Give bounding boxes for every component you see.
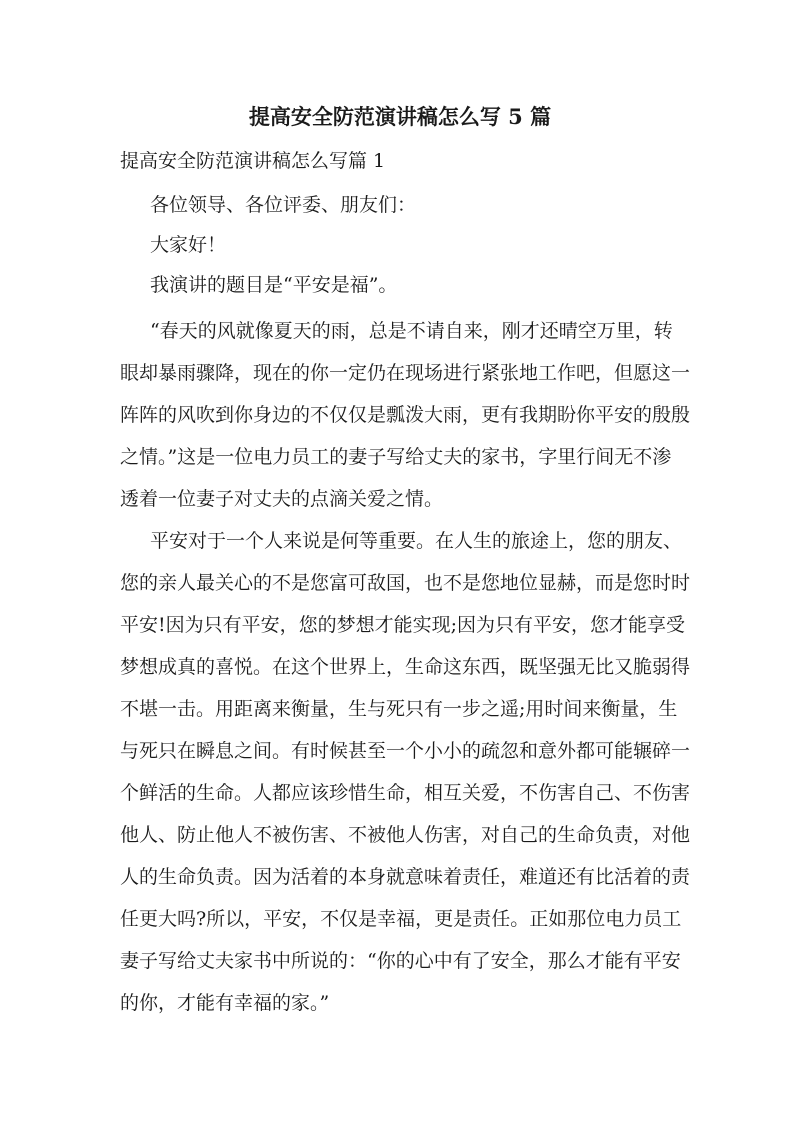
paragraph-safety-line: 梦想成真的喜悦。在这个世界上，生命这东西，既坚强无比又脆弱得: [120, 656, 691, 678]
paragraph-letter-line: 透着一位妻子对丈夫的点滴关爱之情。: [120, 488, 444, 510]
paragraph-safety-line: 个鲜活的生命。人都应该珍惜生命，相互关爱，不伤害自己、不伤害: [120, 782, 691, 804]
paragraph-safety-line: 平安!因为只有平安，您的梦想才能实现;因为只有平安，您才能享受: [120, 614, 686, 636]
paragraph-greeting: 大家好！: [150, 234, 227, 256]
paragraph-safety-line: 的你，才能有幸福的家。”: [120, 992, 330, 1014]
paragraph-topic: 我演讲的题目是“平安是福”。: [150, 274, 398, 296]
paragraph-letter-line: 眼却暴雨骤降，现在的你一定仍在现场进行紧张地工作吧，但愿这一: [120, 362, 691, 384]
paragraph-letter-line: 之情。”这是一位电力员工的妻子写给丈夫的家书，字里行间无不渗: [120, 446, 672, 468]
paragraph-letter-line: “春天的风就像夏天的雨，总是不请自来，刚才还晴空万里，转: [150, 320, 673, 342]
section-heading: 提高安全防范演讲稿怎么写篇 1: [120, 150, 386, 172]
document-title: 提高安全防范演讲稿怎么写 5 篇: [248, 104, 552, 129]
paragraph-safety-line: 平安对于一个人来说是何等重要。在人生的旅途上，您的朋友、: [150, 530, 683, 552]
paragraph-safety-line: 您的亲人最关心的不是您富可敌国，也不是您地位显赫，而是您时时: [120, 572, 691, 594]
paragraph-safety-line: 不堪一击。用距离来衡量，生与死只有一步之遥;用时间来衡量，生: [120, 698, 678, 720]
paragraph-letter-line: 阵阵的风吹到你身边的不仅仅是瓢泼大雨，更有我期盼你平安的殷殷: [120, 404, 691, 426]
paragraph-safety-line: 任更大吗?所以，平安，不仅是幸福，更是责任。正如那位电力员工: [120, 908, 682, 930]
paragraph-safety-line: 他人、防止他人不被伤害、不被他人伤害，对自己的生命负责，对他: [120, 824, 691, 846]
paragraph-safety-line: 与死只在瞬息之间。有时候甚至一个小小的疏忽和意外都可能辗碎一: [120, 740, 691, 762]
paragraph-safety-line: 人的生命负责。因为活着的本身就意味着责任，难道还有比活着的责: [120, 866, 691, 888]
paragraph-salutation: 各位领导、各位评委、朋友们：: [150, 194, 417, 216]
paragraph-safety-line: 妻子写给丈夫家书中所说的：“你的心中有了安全，那么才能有平安: [120, 950, 681, 972]
